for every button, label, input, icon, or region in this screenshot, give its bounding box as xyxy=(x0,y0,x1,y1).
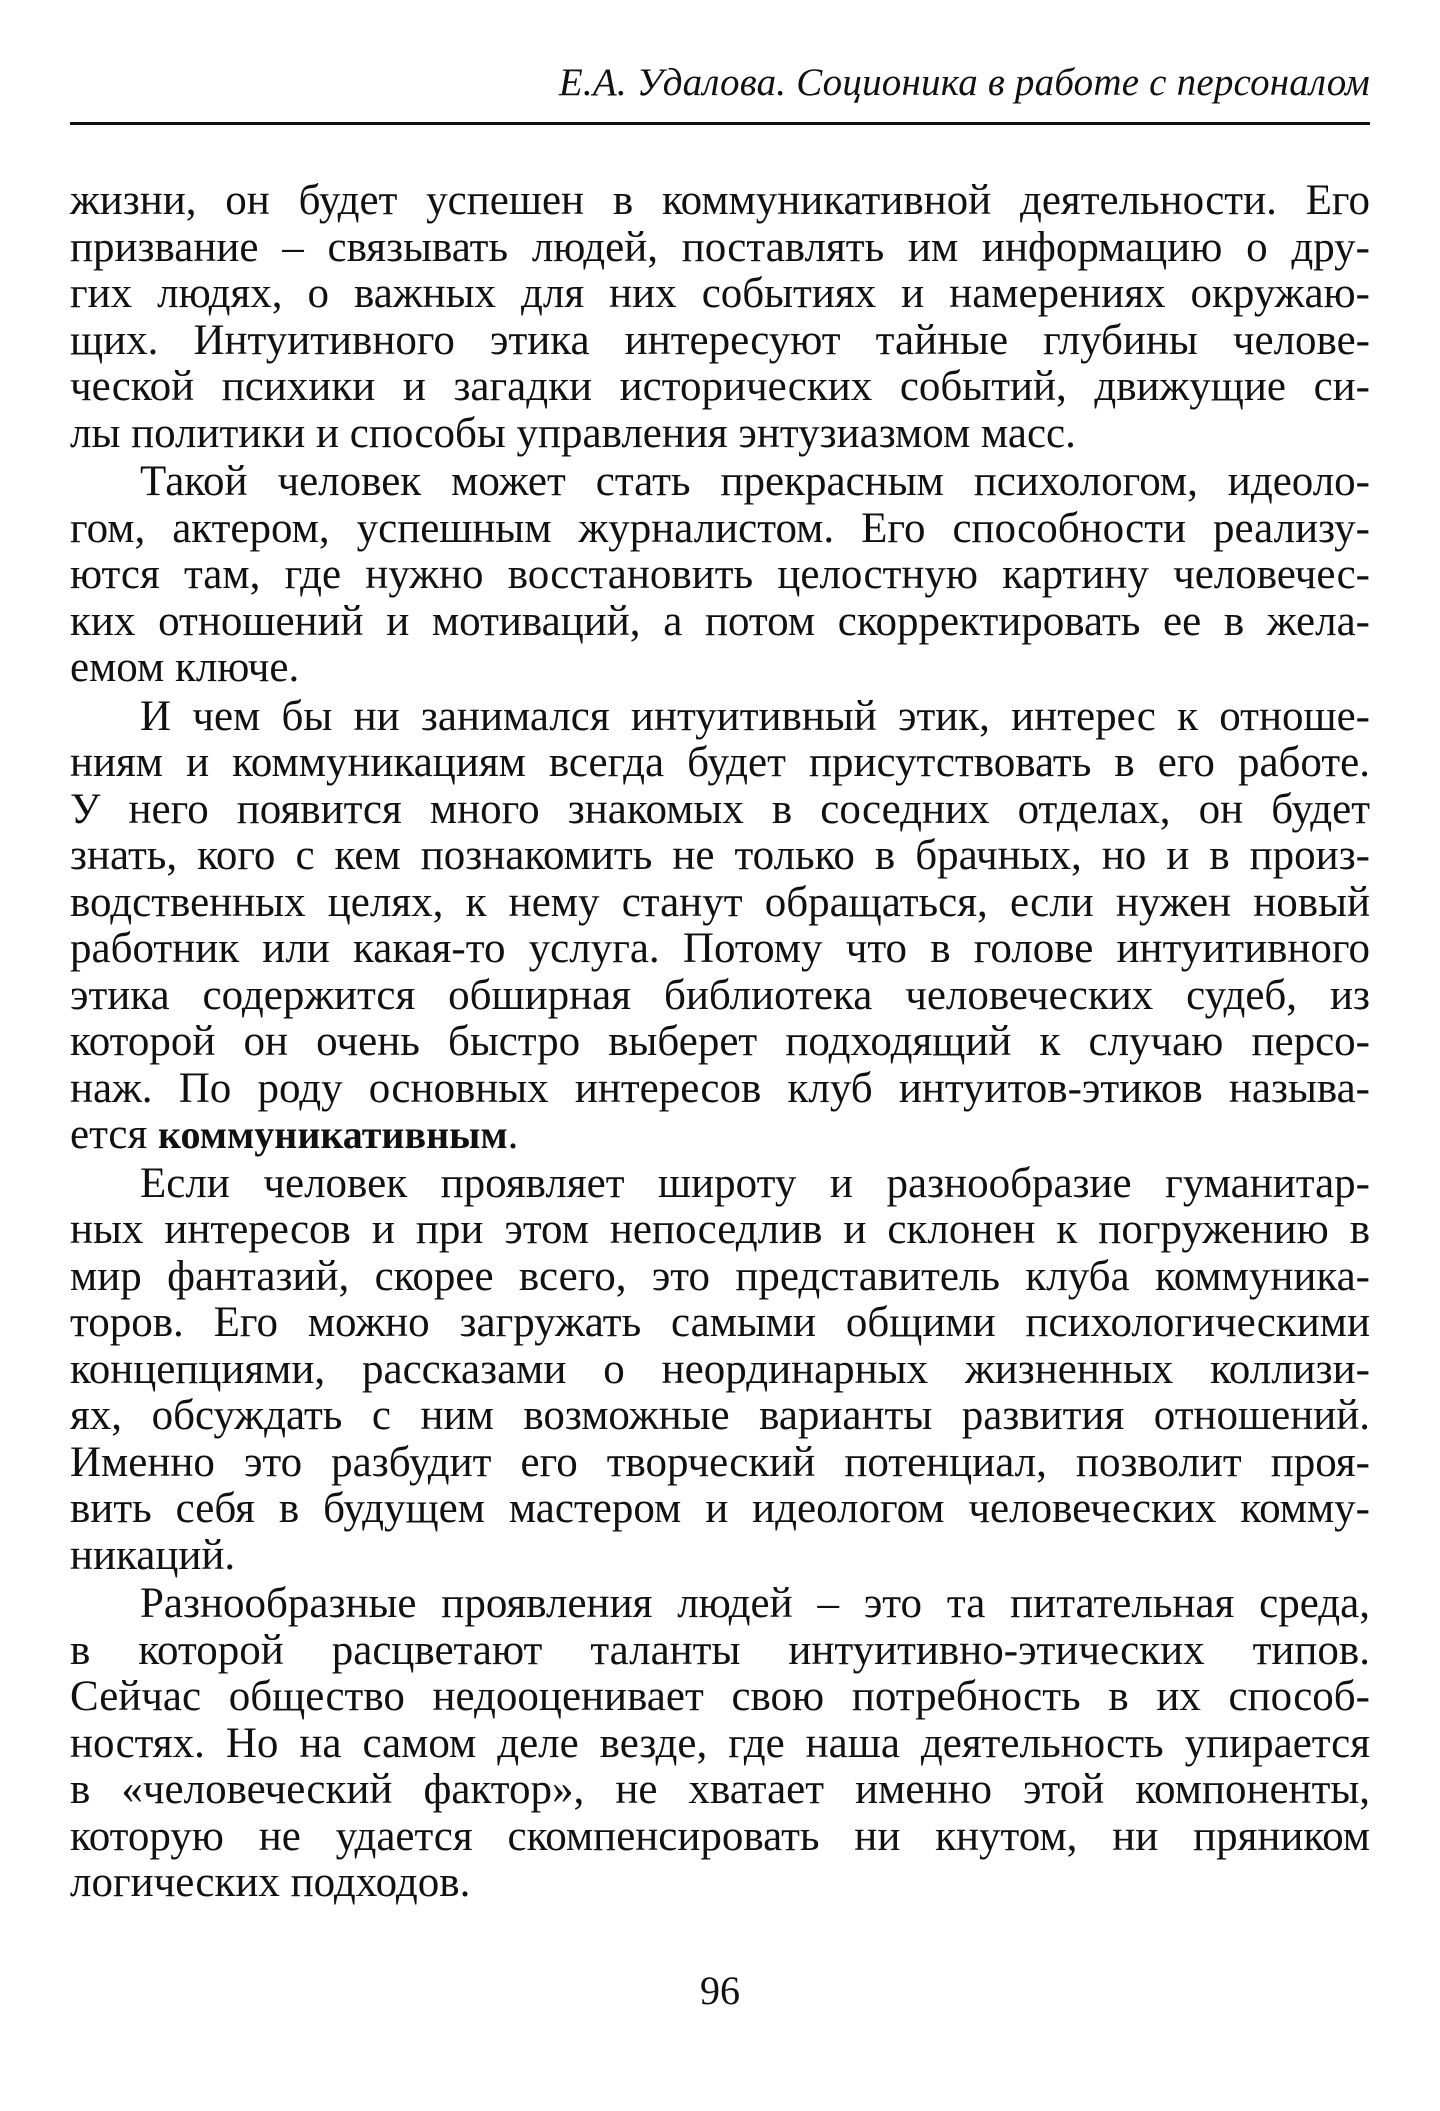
text-line: в «человеческий фактор», не хватает именно этой компоненты, xyxy=(70,1766,1370,1813)
text-line: ниям и коммуникациям всегда будет присутствовать в его работе. xyxy=(70,739,1370,786)
text-line xyxy=(70,1112,1370,1159)
text-line: Разнообразные проявления людей – это та питательная среда, xyxy=(140,1580,1370,1627)
paragraph-2 xyxy=(70,459,1370,692)
text-line: гих людях, о важных для них событиях и намерениях окружаю- xyxy=(70,270,1370,317)
text-line: никаций. xyxy=(70,1531,236,1579)
emphasized-term: коммуникативным xyxy=(158,1112,508,1157)
paragraph-3 xyxy=(70,694,1370,1159)
text-line: емом ключе. xyxy=(70,644,300,691)
text-line: вить себя в будущем мастером и идеологом человеческих комму- xyxy=(70,1485,1370,1532)
text-line: которую не удается скомпенсировать ни кнутом, ни пряником xyxy=(70,1812,1370,1860)
text-line: водственных целях, к нему станут обращаться, если нужен новый xyxy=(70,878,1370,926)
text-line: жизни, он будет успешен в коммуникативной деятельности. Его xyxy=(70,177,1370,224)
text-fragment: . xyxy=(507,1111,519,1158)
text-line: ются там, где нужно восстановить целостную картину человечес- xyxy=(70,551,1370,598)
text-line: концепциями, рассказами о неординарных жизненных коллизи- xyxy=(70,1345,1370,1393)
text-line: работник или какая-то услуга. Потому что в голове интуитивного xyxy=(70,925,1370,972)
text-line: которой он очень быстро выберет подходящий к случаю персо- xyxy=(70,1018,1370,1065)
text-line: лы политики и способы управления энтузиазмом масс. xyxy=(70,409,1076,457)
text-line: Сейчас общество недооценивает свою потребность в их способ- xyxy=(70,1673,1370,1720)
text-line: Если человек проявляет широту и разнообразие гуманитар- xyxy=(140,1159,1370,1207)
text-line: этика содержится обширная библиотека человеческих судеб, из xyxy=(70,971,1370,1019)
text-line: знать, кого с кем познакомить не только в брачных, но и в произ- xyxy=(70,832,1370,879)
text-line: ных интересов и при этом непоседлив и склонен к погружению в xyxy=(70,1206,1370,1253)
text-line: в которой расцветают таланты интуитивно-этических типов. xyxy=(70,1626,1370,1674)
text-body xyxy=(70,178,1370,1907)
paragraph-4 xyxy=(70,1161,1370,1580)
paragraph-5 xyxy=(70,1581,1370,1907)
paragraph-1 xyxy=(70,178,1370,457)
text-line: щих. Интуитивного этика интересуют тайные глубины челове- xyxy=(70,316,1370,364)
text-line: И чем бы ни занимался интуитивный этик, интерес к отноше- xyxy=(140,692,1370,740)
page-number: 96 xyxy=(700,1968,740,2013)
text-line: логических подходов. xyxy=(70,1859,471,1906)
header-rule xyxy=(70,122,1370,125)
text-fragment: ется xyxy=(70,1111,159,1158)
text-line: Такой человек может стать прекрасным психологом, идеоло- xyxy=(140,458,1370,505)
running-header: Е.А. Удалова. Соционика в работе с персоналом xyxy=(558,61,1370,104)
text-line: ях, обсуждать с ним возможные варианты развития отношений. xyxy=(70,1392,1370,1439)
text-line: ческой психики и загадки исторических событий, движущие си- xyxy=(70,363,1370,410)
text-line: ких отношений и мотиваций, а потом скорректировать ее в жела- xyxy=(70,597,1370,645)
text-line: мир фантазий, скорее всего, это представитель клуба коммуника- xyxy=(70,1252,1370,1300)
text-line: гом, актером, успешным журналистом. Его способности реализу- xyxy=(70,504,1370,552)
text-line: Именно это разбудит его творческий потенциал, позволит проя- xyxy=(70,1438,1370,1486)
text-line: призвание – связывать людей, поставлять им информацию о дру- xyxy=(70,223,1370,271)
text-line: наж. По роду основных интересов клуб интуитов-этиков называ- xyxy=(70,1064,1370,1112)
text-line: ностях. Но на самом деле везде, где наша деятельность упирается xyxy=(70,1719,1370,1767)
text-line: У него появится много знакомых в соседних отделах, он будет xyxy=(70,785,1370,833)
text-line: торов. Его можно загружать самыми общими психологическими xyxy=(70,1299,1370,1346)
